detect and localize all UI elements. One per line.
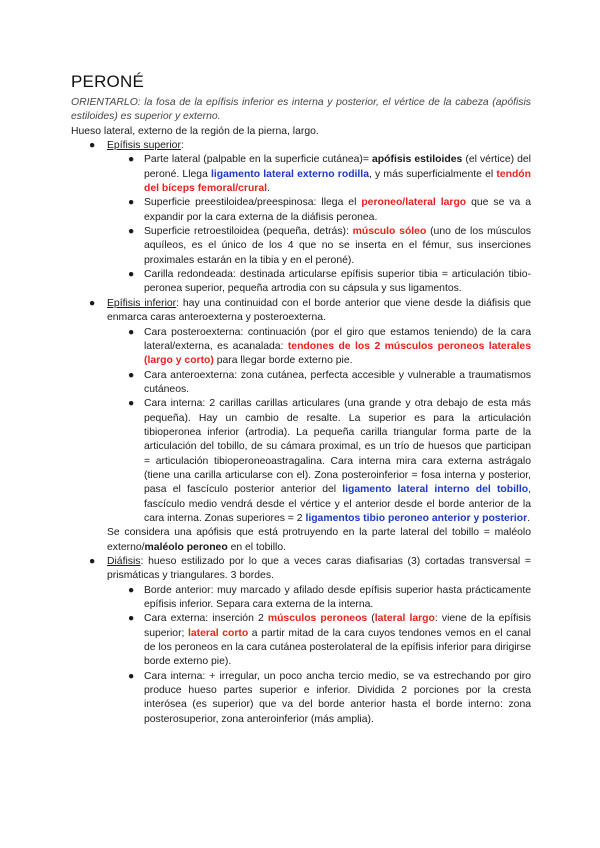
list-item bbox=[71, 326, 531, 369]
muscle-term: músculos peroneos bbox=[267, 613, 368, 625]
list-item bbox=[71, 612, 531, 669]
page-title: PERONÉ bbox=[71, 72, 144, 91]
bullet-icon: ● bbox=[128, 369, 135, 381]
item-text: Parte lateral (palpable en la superficie cutánea)= bbox=[144, 154, 373, 166]
item-text: , y más superficialmente el bbox=[368, 168, 497, 180]
list-item bbox=[71, 196, 531, 225]
ligament-term: ligamento lateral externo rodilla bbox=[211, 168, 369, 180]
section-epifisis-inferior bbox=[71, 297, 531, 555]
main-list bbox=[71, 139, 531, 727]
list-item bbox=[71, 369, 531, 398]
list-item bbox=[71, 670, 531, 727]
item-text: Carilla redondeada: destinada articularse epífisis superior tibia = articulación tibio-peronea superior, pequeña artrodia con su cápsula y sus ligamentos. bbox=[144, 269, 531, 295]
sublist bbox=[107, 326, 531, 527]
note-text: en el tobillo. bbox=[227, 541, 287, 553]
bullet-icon: ● bbox=[89, 140, 96, 152]
intro-line: Hueso lateral, externo de la región de la pierna, largo. bbox=[71, 125, 319, 137]
item-text: a partir mitad de la cara cuyos tendones vemos en el canal de los peroneos en la cara cutánea posterolateral de la epífisis inferior para dirigirse borde externo pie). bbox=[144, 627, 531, 668]
list-item bbox=[71, 584, 531, 613]
list-item bbox=[71, 397, 531, 526]
item-text: , fascículo medio vendrá desde el vértice y el anterior desde el borde anterior de la cara interna. Zonas superiores = 2 bbox=[144, 484, 531, 524]
item-text: . bbox=[267, 183, 270, 195]
muscle-term: lateral corto bbox=[188, 627, 249, 639]
item-text: Cara anteroexterna: zona cutánea, perfecta accesible y vulnerable a traumatismos cutáneos. bbox=[144, 369, 531, 395]
bold-term: maléolo peroneo bbox=[144, 541, 228, 553]
item-text: . bbox=[527, 512, 531, 524]
item-text: Cara interna: + irregular, un poco ancha tercio medio, se va estrechando por giro produce hueso partes superior e inferior. Dividida 2 porciones por la cresta interósea (es superior) que va del borde anterior hasta el borde interno: zona posterosuperior, zona anteroinferior (más amplia). bbox=[144, 670, 531, 725]
bullet-icon: ● bbox=[89, 556, 96, 567]
bullet-icon: ● bbox=[128, 613, 135, 625]
muscle-term: lateral largo bbox=[374, 613, 435, 625]
item-text: (uno de los músculos aquíleos, es el único de los 4 que no se inserta en el fémur, sus inserciones proximales estarán en la tibia y en el peroné). bbox=[144, 226, 531, 266]
bullet-icon: ● bbox=[128, 584, 135, 596]
maleolo-note bbox=[71, 526, 531, 555]
item-text: ( bbox=[367, 613, 375, 625]
bullet-icon: ● bbox=[128, 670, 135, 682]
bullet-icon: ● bbox=[128, 226, 135, 238]
item-text: Cara interna: 2 carillas carillas articulares (una grande y otra debajo de esta más pequeña). Hay un cambio de resalte. La superior es para la articulación tibioperonea inferior (artrodia). La pequeña carilla triangular forma parte de la articulación del tobillo, de su cámara proximal, es un trío de huesos que participan = articulación tibioperoneoastragalina. Cara interna mira cara externa astrágalo (tiene una carilla articularse con el). Zona posteroinferior = fosa interna y posterior, pasa el fascículo posterior anterior del bbox=[144, 398, 531, 496]
section-label: Epífisis inferior bbox=[107, 297, 177, 309]
section-diafisis bbox=[71, 555, 531, 727]
list-item bbox=[71, 268, 531, 297]
section-text: : hueso estilizado por lo que a veces caras diafisarias (3) cortadas transversal = prismáticas y triangulares. 3 bordes. bbox=[107, 556, 531, 582]
sublist bbox=[107, 584, 531, 727]
bullet-icon: ● bbox=[128, 398, 135, 410]
section-epifisis-superior bbox=[71, 139, 531, 297]
item-text: que se va a expandir por la cara externa de la diáfisis peronea. bbox=[144, 197, 531, 223]
item-text: Superficie retroestiloidea (pequeña, detrás): bbox=[144, 226, 353, 238]
sublist bbox=[107, 153, 531, 296]
ligament-term: ligamentos tibio peroneo anterior y posterior bbox=[305, 512, 528, 524]
orientation-note: ORIENTARLO: la fosa de la epífisis inferior es interna y posterior, el vértice de la cabeza (apófisis estiloides) es superior y externo. bbox=[71, 97, 531, 123]
item-text: Borde anterior: muy marcado y afilado desde epífisis superior hasta prácticamente epífisis inferior. Separa cara externa de la interna. bbox=[144, 584, 531, 611]
section-label: Epífisis superior bbox=[107, 140, 181, 152]
document-body bbox=[71, 96, 531, 727]
item-text: Superficie preestiloidea/preespinosa: llega el bbox=[144, 197, 362, 209]
section-label: Diáfisis bbox=[107, 556, 141, 567]
item-text: : viene de la epífisis superior; bbox=[144, 613, 531, 639]
list-item bbox=[71, 225, 531, 268]
muscle-term: tendón del bíceps femoral/crural bbox=[144, 168, 531, 195]
item-text: (el vértice) del peroné. Llega bbox=[144, 154, 531, 180]
bullet-icon: ● bbox=[128, 154, 135, 166]
item-text: para llegar borde externo pie. bbox=[213, 355, 353, 367]
bullet-icon: ● bbox=[89, 297, 96, 309]
bullet-icon: ● bbox=[128, 269, 135, 281]
item-text: Cara externa: inserción 2 bbox=[144, 613, 268, 625]
muscle-term: tendones de los 2 músculos peroneos laterales (largo y corto) bbox=[144, 340, 531, 367]
section-label-colon: : bbox=[180, 140, 184, 152]
bold-term: apófisis estiloides bbox=[372, 154, 463, 166]
note-text: Se considera una apófisis que está protruyendo en la parte lateral del tobillo = maléolo externo/ bbox=[107, 527, 531, 553]
list-item bbox=[71, 153, 531, 196]
bullet-icon: ● bbox=[128, 326, 135, 338]
bullet-icon: ● bbox=[128, 197, 135, 209]
section-text: : hay una continuidad con el borde anterior que viene desde la diáfisis que enmarca caras anteroexterna y posteroexterna. bbox=[107, 297, 531, 324]
muscle-term: peroneo/lateral largo bbox=[361, 197, 467, 209]
item-text: Cara posteroexterna: continuación (por el giro que estamos teniendo) de la cara lateral/externa, es acanalada: bbox=[144, 326, 531, 352]
muscle-term: músculo sóleo bbox=[352, 226, 427, 238]
ligament-term: ligamento lateral interno del tobillo bbox=[342, 484, 529, 496]
